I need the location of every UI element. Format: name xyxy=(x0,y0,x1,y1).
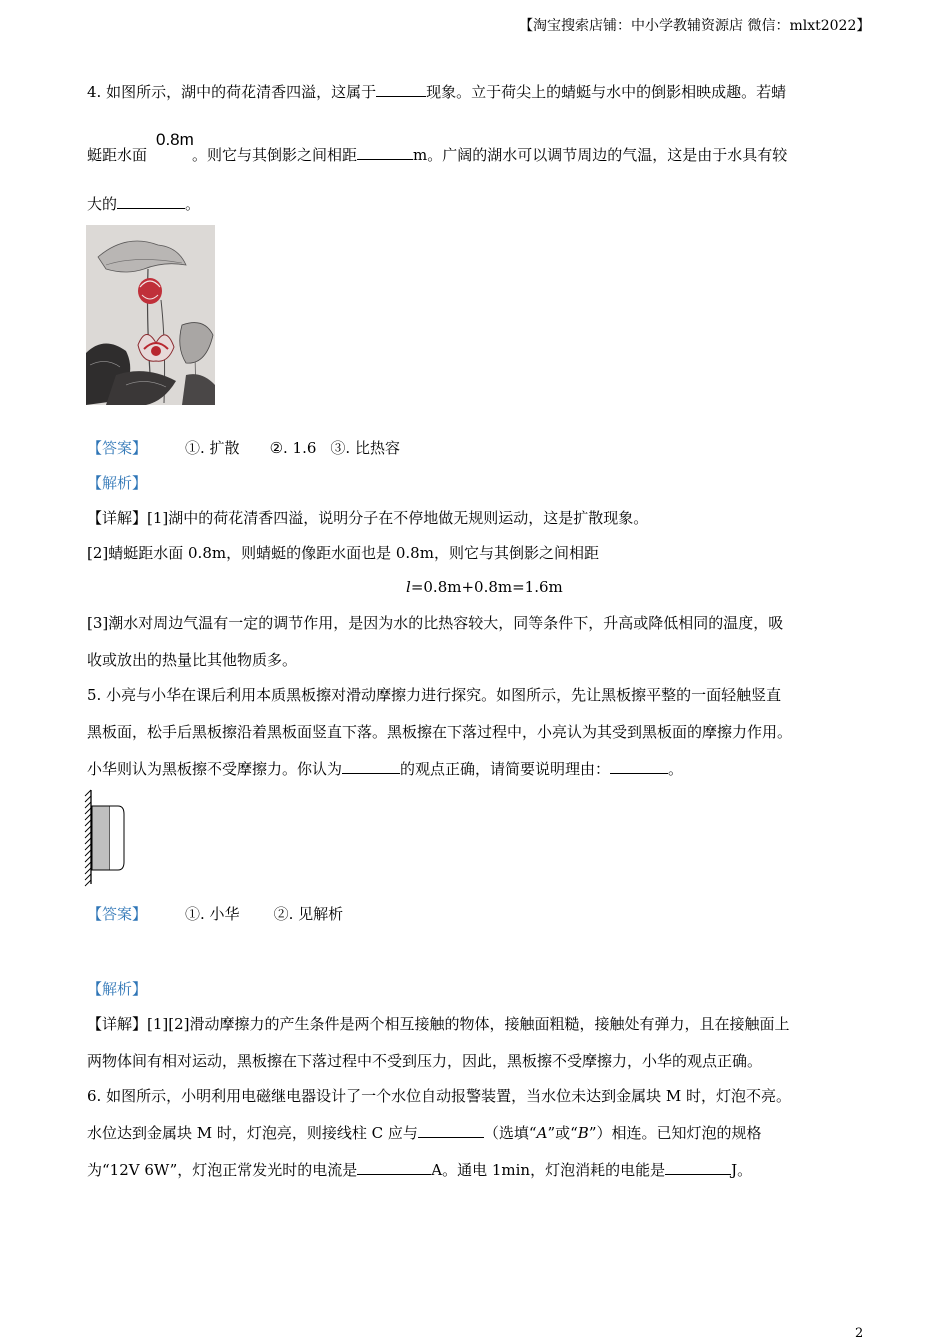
lotus-illustration xyxy=(86,225,215,405)
q6-text: J。 xyxy=(731,1161,753,1179)
q6-blank-1 xyxy=(418,1123,484,1138)
q4-text: 。 xyxy=(185,195,201,213)
page-number: 2 xyxy=(855,1326,864,1341)
q6-option-a: A xyxy=(536,1124,548,1142)
q4-detail-1 xyxy=(87,508,648,528)
q4-text: 4. 如图所示，湖中的荷花清香四溢，这属于 xyxy=(87,83,377,101)
q4-text: 。则它与其倒影之间相距 xyxy=(192,146,358,164)
q4-analysis-label: 【解析】 xyxy=(87,474,148,492)
q4-text: 大的 xyxy=(87,195,118,213)
detail-text: [1]湖中的荷花清香四溢，说明分子在不停地做无规则运动，这是扩散现象。 xyxy=(147,509,649,527)
q5-text: 。 xyxy=(668,760,684,778)
q5-detail-2: 两物体间有相对运动，黑板擦在下落过程中不受到压力，因此，黑板擦不受摩擦力，小华的观点正确。 xyxy=(87,1052,763,1070)
q5-line-2: 黑板面，松手后黑板擦沿着黑板面竖直下落。黑板擦在下落过程中，小亮认为其受到黑板面的摩擦力作用。 xyxy=(87,723,793,741)
q6-line-2 xyxy=(87,1123,761,1143)
detail-text: [1][2]滑动摩擦力的产生条件是两个相互接触的物体，接触面粗糙，接触处有弹力，且在接触面上 xyxy=(147,1015,790,1033)
q4-detail-2: [2]蜻蜓距水面 0.8m，则蜻蜓的像距水面也是 0.8m，则它与其倒影之间相距 xyxy=(87,544,599,562)
q4-line-2 xyxy=(87,145,787,165)
answer-1: ①. 扩散 xyxy=(185,439,240,457)
q5-line-3 xyxy=(87,759,683,779)
eraser-figure xyxy=(84,788,134,888)
q6-text: 水位达到金属块 M 时，灯泡亮，则接线柱 C 应与 xyxy=(87,1124,418,1142)
page-header: 【淘宝搜索店铺：中小学教辅资源店 微信：mlxt2022】 xyxy=(519,18,871,34)
q4-text: 现象。立于荷尖上的蜻蜓与水中的倒影相映成趣。若蜻 xyxy=(426,83,787,101)
q4-line-3 xyxy=(87,194,200,214)
q4-detail-3a: [3]潮水对周边气温有一定的调节作用，是因为水的比热容较大，同等条件下，升高或降低相同的温度，吸 xyxy=(87,614,784,632)
q6-text: ”或“ xyxy=(547,1124,578,1142)
q4-line-1 xyxy=(87,82,786,102)
q6-text: （选填“ xyxy=(483,1124,537,1142)
q5-analysis-label: 【解析】 xyxy=(87,980,148,998)
q5-blank-1 xyxy=(342,759,400,774)
q5-blank-2 xyxy=(610,759,668,774)
answer-2: ②. 见解析 xyxy=(273,905,344,923)
formula-expression: =0.8m+0.8m=1.6m xyxy=(410,578,563,596)
answer-3: ③. 比热容 xyxy=(330,439,400,457)
q4-detail-3b: 收或放出的热量比其他物质多。 xyxy=(87,651,298,669)
lotus-figure xyxy=(86,225,215,405)
eraser-diagram xyxy=(84,788,134,888)
formula-variable: l xyxy=(406,578,411,596)
answer-1: ①. 小华 xyxy=(185,905,240,923)
q5-line-1: 5. 小亮与小华在课后利用本质黑板擦对滑动摩擦力进行探究。如图所示，先让黑板擦平整的一面轻触竖直 xyxy=(87,686,782,704)
q4-blank-1 xyxy=(376,82,426,97)
q6-line-3 xyxy=(87,1160,752,1180)
answer-label: 【答案】 xyxy=(87,439,148,457)
q6-text: 为“12V 6W”，灯泡正常发光时的电流是 xyxy=(87,1161,358,1179)
q5-text: 小华则认为黑板擦不受摩擦力。你认为 xyxy=(87,760,343,778)
q4-formula xyxy=(406,578,563,596)
answer-label: 【答案】 xyxy=(87,905,148,923)
q4-text: 蜓距水面 xyxy=(87,146,148,164)
q4-answer-row xyxy=(87,438,400,458)
q6-line-1: 6. 如图所示，小明利用电磁继电器设计了一个水位自动报警装置，当水位未达到金属块 M 时，灯泡不亮。 xyxy=(87,1087,791,1105)
q6-text: A。通电 1min，灯泡消耗的电能是 xyxy=(431,1161,666,1179)
detail-label: 【详解】 xyxy=(87,1015,148,1033)
q6-text: ”）相连。已知灯泡的规格 xyxy=(588,1124,762,1142)
q4-blank-2 xyxy=(357,145,413,160)
detail-label: 【详解】 xyxy=(87,509,148,527)
q6-blank-3 xyxy=(665,1160,731,1175)
q5-detail-1 xyxy=(87,1014,790,1034)
q5-text: 的观点正确，请简要说明理由： xyxy=(400,760,611,778)
q5-answer-row xyxy=(87,904,343,924)
answer-2: ②. 1.6 xyxy=(269,439,317,457)
q6-blank-2 xyxy=(357,1160,431,1175)
q4-distance-value: 0.8m xyxy=(156,130,194,149)
q4-blank-3 xyxy=(117,194,185,209)
q4-text: m。广阔的湖水可以调节周边的气温，这是由于水具有较 xyxy=(413,146,788,164)
q6-option-b: B xyxy=(577,1124,589,1142)
